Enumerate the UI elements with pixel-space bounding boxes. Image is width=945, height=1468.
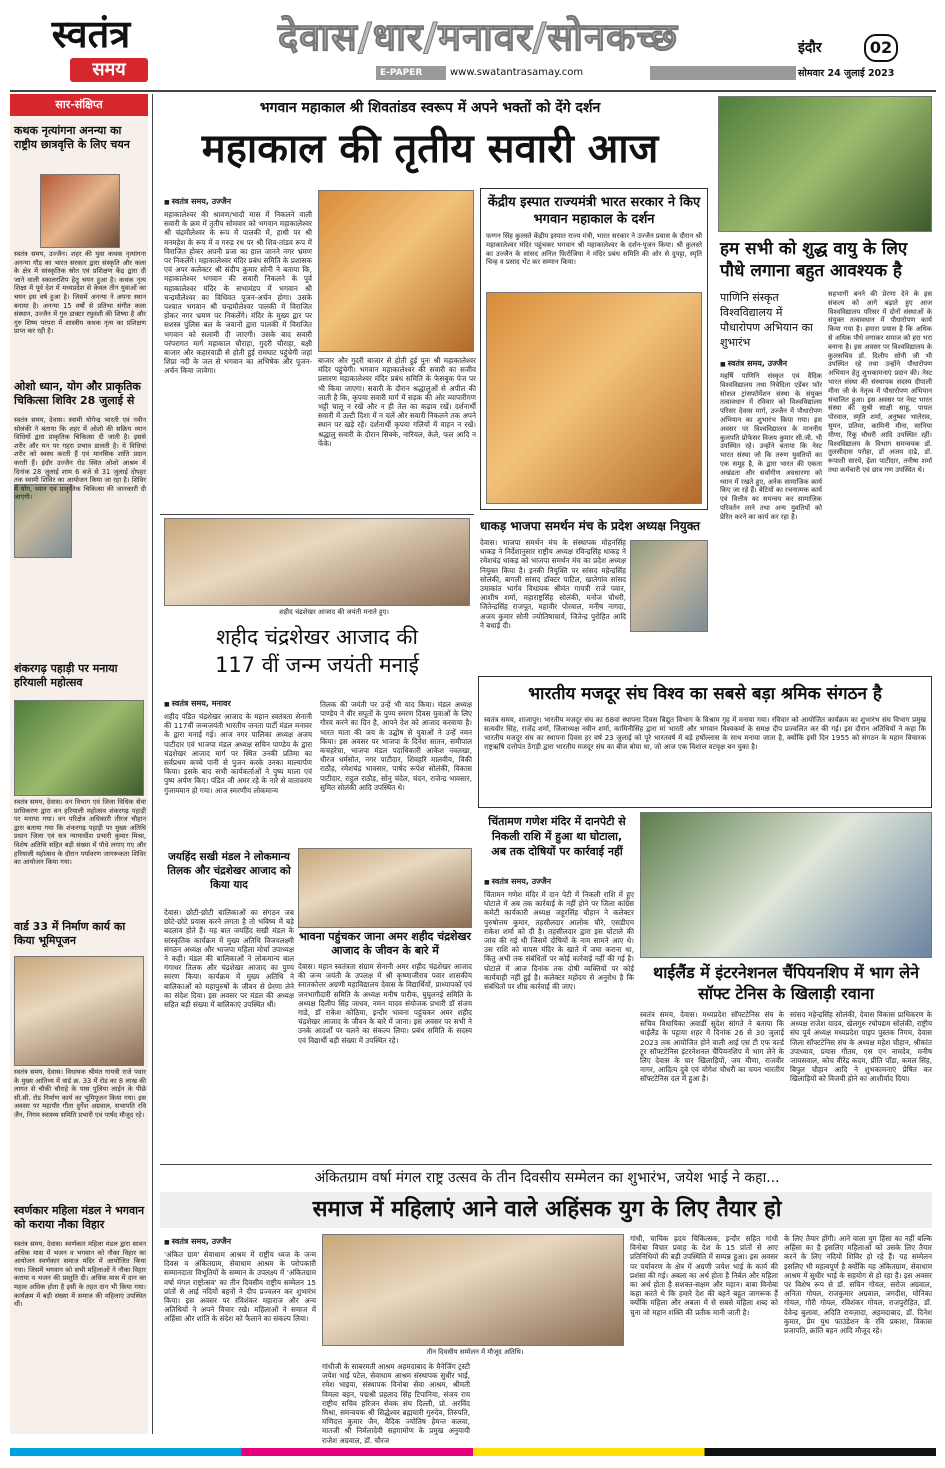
logo-top: स्वतंत्र bbox=[51, 11, 131, 56]
plant-headline: हम सभी को शुद्ध वायु के लिए पौधे लगाना बहुत आवश्यक है bbox=[720, 239, 908, 281]
mandal-headline: जयहिंद सखी मंडल ने लोकमान्य तिलक और चंद्रशेखर आजाद को किया याद bbox=[167, 851, 291, 891]
sidebar-story2-body: स्वतंत्र समय, देवास। स्वामी योगेन्द्र भारती एवं नवीन सोलंकी ने बताया कि शहर में ओशो की सक्रिय ध्यान विधियों द्वारा प्राकृतिक चिकित्सा दी जाती है। इससे शरीर और मन पर गहरा प्रभाव डालती है। ये विधियां शरीर को स्वस्थ करती हैं एवं मानसिक शांति प्रदान करती हैं। इंदौर उज्जैन रोड स्थित ओशो आश्रम में दिनांक 28 जुलाई शाम 6 बजे से 31 जुलाई दोपहर तक स्वामी शिविर का आयोजन किया जा रहा है। शिविर में योग, ध्यान एवं प्राकृतिक चिकित्सा की जानकारी दी जाएगी। bbox=[14, 416, 146, 502]
bms-headline: भारतीय मजदूर संघ विश्व का सबसे बड़ा श्रमिक संगठन है bbox=[528, 684, 882, 704]
chitaman-byline: ■ स्वतंत्र समय, उज्जैन bbox=[484, 876, 630, 887]
sidebar-story5-title: स्वर्णकार महिला मंडल ने भगवान को कराया नौका विहार bbox=[14, 1204, 145, 1231]
dhakad-headline: धाकड़ भाजपा समर्थन मंच के प्रदेश अध्यक्ष नियुक्त bbox=[480, 519, 700, 533]
bottom-photo-caption: तीन दिवसीय सम्मेलन में मौजूद अतिथि। bbox=[426, 1348, 524, 1356]
sidebar-story1-body: स्वतंत्र समय, उज्जैन। शहर की युवा कथक नृत्यांगना अनन्या गौड़ का भारत सरकार द्वारा संस्कृति और कला के क्षेत्र में सांस्कृतिक स्रोत एवं प्रशिक्षण केंद्र द्वारा दी जाने वाली स्कालरशिप हेतु चयन हुआ है। कथक नृत्य शिक्षा में पूर्व देश में मध्यप्रदेश से केवल तीन युवाओं का चयन इस वर्ष हुआ है। जिसमें अनन्या ने अपना स्थान बनाया है। अनन्या 15 वर्षों से प्रतिभा संगीत कला संस्थान, उज्जैन में गुरु डाक्टर रघुवंशी की शिष्या है और गुरु शिष्य परंपरा में शास्त्रीय कथक नृत्य का प्रशिक्षण प्राप्त कर रही है। bbox=[14, 250, 146, 336]
azad-photo-caption: शहीद चंद्रशेखर आजाद की जयंती मनाते हुए। bbox=[279, 608, 389, 616]
bhavna-photo bbox=[298, 848, 472, 928]
sidebar-story4-body: स्वतंत्र समय, देवास। विधायक श्रीमंत गायत्री राजे पवार के मुख्य आतिथ्य में वार्ड क्र. 33 में रोड का 8 लाख की लागत से चौकी चौराहे के पास पुलिया लाईन के पीछे सी.सी. रोड निर्माण कार्य का भूमिपूजन किया गया। इस अवसर पर महापौर गीता दुर्गेश अग्रवाल, सभापति रवि जैन, निगम स्वास्थ्य समिति प्रभारी एवं पार्षद मौजूद रहे। bbox=[14, 1068, 146, 1119]
azad-byline: ■ स्वतंत्र समय, मनावर bbox=[164, 698, 314, 709]
sidebar-story5-body: स्वतंत्र समय, देवास। स्वर्णकार महिला मंडल द्वारा सावन अधिक मास में भजन व भगवान को नौका विहार का आयोजन स्वर्णकार समाज मंदिर में आयोजित किया गया। जिसमें भगवान को सभी महिलाओं ने नौका विहार कराया व भजन की प्रस्तुति दी। अधिक मास में दान का महत्व अधिक होता है इसी के तहत दान भी किया गया। कार्यक्रम में बड़ी संख्या में समाज की महिलाएं उपस्थित थीं। bbox=[14, 1240, 146, 1309]
bottom-col4: के लिए तैयार होंगी। आने वाला युग हिंसा का नहीं बल्कि अहिंसा का है इसलिए महिलाओं को उसके लिए तैयार करने के लिए नदियों शिविर हो रहे हैं। यह सम्मेलन इसलिए भी महत्वपूर्ण है क्योंकि यह अंकितग्राम, सेवाधाम आश्रम में सुधीर भाई के सहयोग से हो रहा है। इस अवसर पर विशेष रूप से डॉ. सचिन गोयल, सरोज अग्रवाल, अनिता गोयल, राजकुमार अग्रवाल, जगदीश, मोनिका गोयल, गौरी गोयल, रविशंकर गोयल, राजपुरोहित, डॉ. देवेन्द्र बुलावा, अदिति रायज़ादा, अहमदाबाद, डॉ. दिनेश कुमार, प्रेम युथ फाउंडेशन के रवि प्रकाश, विकास प्रजापति, क्रांति बहन आदि मौजूद रहे। bbox=[784, 1234, 932, 1336]
dhakad-body: देवास। भाजपा समर्थन मंच के संस्थापक मोहनसिंह धाकड़ ने निर्देशानुसार राष्ट्रीय अध्यक्ष रविन्द्रसिंह धाकड़ ने रमेशचंद्र धाकड़ को भाजपा समर्थन मंच का प्रदेश अध्यक्ष नियुक्त किया है। इनकी नियुक्ति पर सांसद महेन्द्रसिंह सोलंकी, बागली सांसद डॉक्टर पाटिल, खातेगांव सांसद उमाकांत भार्गव विधायक श्रीमंत गायत्री राजे पवार, आशीष शर्मा, महाराष्ट्रसिंह सोलंकी, मनोज चौधरी, जितेन्द्रसिंह राजपूत, महावीर पोरवाल, मनीष नागदा, अजय कुमार सोनी ज्योतिषाचार्य, जितेन्द्र पुरोहित आदि ने बधाई दी। bbox=[480, 538, 626, 630]
plant-subhead: पाणिनि संस्कृत विश्वविद्यालय में पौधारोपण अभियान का शुभारंभ bbox=[720, 291, 813, 349]
sidebar-story1-photo bbox=[40, 174, 120, 248]
bhavna-body: देवास। महान स्वतंत्रता संग्राम सेनानी अमर शहीद चंद्रशेखर आजाद की जन्म जयंती के उपलक्ष में श्री कृष्णाजीराव पवार शासकीय स्नातकोत्तर अग्रणी महाविद्यालय देवास के विद्यार्थियों, प्राध्यापकों एवं जनभागीदारी समिति के अध्यक्ष मनीष पारीक, घुघुलनई समिति के अध्यक्ष दिलीप सिंह जाधव, नमन यादव संयोजक प्रभारी डॉ संजय गाडे, डॉ राकेश कोठिया, इन्दौर भावना पहुंचकर अमर शहीद चंद्रशेखर आजाद के जीवन के बारे में जाना। इस अवसर पर सभी ने उनके आदर्शों पर चलने का संकल्प लिया। प्रबंध समिति के सदस्य एवं विद्यार्थी बड़ी संख्या में उपस्थित रहे। bbox=[298, 962, 472, 1045]
azad-headline2: 117 वीं जन्म जयंती मनाई bbox=[215, 653, 419, 677]
masthead-rule bbox=[10, 90, 936, 92]
lead-kicker: भगवान महाकाल श्री शिवतांडव स्वरूप में अपने भक्तों को देंगे दर्शन bbox=[259, 100, 601, 116]
sidebar-story2-title: ओशो ध्यान, योग और प्राकृतिक चिकित्सा शिविर 28 जुलाई से bbox=[14, 380, 141, 407]
azad-body1: शहीद पंडित चंद्रशेखर आजाद के महान स्वतंत्रता सेनानी की 117वीं जन्मजयंती भारतीय जनता पार्टी मंडल मनावर के द्वारा मनाई गई। आज नगर पालिका अध्यक्ष अजय पाटीदार एवं भाजपा मंडल अध्यक्ष सचिन पाण्डेय के द्वारा चंद्रशेखर आजाद मार्ग पर स्थित उनकी प्रतिमा का सर्वप्रथम कच्चे पानी से पुजन करके उनका माल्यार्पण किया। इसके बाद सभी कार्यकर्ताओं ने पुष्प माला एवं पुष्प अर्पण किए। पंडित जी अमर रहे के नारे से वातावरण गुंजायमान हो गया। आज स्मरणीय लोकमान्य bbox=[164, 712, 312, 795]
plant-byline: ■ स्वतंत्र समय, उज्जैन bbox=[720, 358, 820, 369]
edition-title: देवास/धार/मनावर/सोनकच्छ bbox=[278, 15, 678, 59]
footer-color-bar bbox=[10, 1448, 936, 1456]
bottom-col1: 'अंकित ग्राम' सेवाधाम आश्रम में राष्ट्रीय ध्वज के जन्म दिवस व अंकितग्राम, सेवाधाम आश्रम के परोपकारी सम्मानदाता विभूतियों के सम्मान के उपलक्ष्य में 'अंकितग्राम वर्षा मंगल राष्ट्रोत्सव' का तीन दिवसीय राष्ट्रीय सम्मेलन 15 प्रांतों से आई नदियों बहनों ने दीप प्रज्वलन कर शुभारंभ किया। इस अवसर पर रविशंकर महाराज और अन्य अतिथियों ने अपने विचार रखे। महिलाओं ने समाज में अहिंसा और शांति के संदेश को फैलाने का संकल्प लिया। bbox=[164, 1250, 316, 1324]
plant-body1: महर्षि पाणिनि संस्कृत एवं वैदिक विश्वविद्यालय तथा निवेदिता एडेंबर फॉर सोशल ट्रांसफॉर्मेशन संस्था के संयुक्त तत्वावधान में रविवार को विश्वविद्यालय परिसर देवास मार्ग, उज्जैन में पौधारोपण अभियान का शुभारंभ किया गया। इस अवसर पर विश्वविद्यालय के माननीय कुलपति प्रोफेसर विजय कुमार सी.जी. भी उपस्थित रहे। उन्होंने बताया कि नेस्ट भारत संस्था जो कि तरुण युवतियों का एक समूह है, के द्वारा भारत की एकता अखंडता और सर्वांगीण अवधारणा को ध्यान में रखते हुए, अनेक सामाजिक कार्य किए जा रहे हैं। बेटियों का रचनात्मक कार्य एवं वित्तीय का समन्वय कर सामाजिक परिवर्तन लाने तथा अन्य युवतियों को प्रेरित करने का कार्य कर रहा है। bbox=[720, 372, 822, 521]
sidebar-story3-title: शंकरगढ़ पहाड़ी पर मनाया हरियाली महोत्सव bbox=[14, 662, 118, 689]
sidebar-story3-photo bbox=[14, 700, 144, 796]
azad-top-rule bbox=[160, 514, 474, 515]
bottom-top-rule bbox=[160, 1164, 932, 1165]
date-label: सोमवार 24 जुलाई 2023 bbox=[798, 68, 895, 79]
plant-body2: सहभागी बनने की प्रेरणा देने के इस संकल्प को आगे बढ़ाते हुए आज विश्वविद्यालय परिसर में दोनों संस्थाओं के संयुक्त तत्वावधान में पौधारोपण कार्य किया गया है। हमारा प्रयास है कि अधिक से अधिक पौधे लगाकर समाज को हरा भरा बनाना है। इस अवसर पर विश्वविद्यालय के कुलसचिव डॉ. दिलीप सोनी जी भी उपस्थित रहे तथा उन्होंने पौधारोपण अभियान हेतु शुभकामनाएं प्रदान की। नेस्ट भारत संस्था की संस्थापक सदस्य दीपाली मीना जी के नेतृत्व में पौधारोपण अभियान संचालित हुआ। इस अवसर पर नेस्ट भारत संस्था की सुश्री साक्षी साहू, पायल पोरवाल, स्मृति शर्मा, अनुष्का भालेराव, सुमन, प्रतिमा, कामिनी मीना, सानिया मीणा, रिंकू चौधरी आदि उपस्थित रहीं। विश्वविद्यालय के विभाग समन्वयक डॉ. तुलसीदास परोहा, डॉ अजय दाढे, डॉ. रूपाली सारये, ईशा पाटीदार, तनीषा शर्मा तथा कर्मचारी एवं छात्र गण उपस्थित थे। bbox=[828, 290, 932, 474]
bottom-photo bbox=[322, 1234, 624, 1346]
bms-body: स्वतंत्र समय, शाजापुर। भारतीय मजदूर संघ का 68वां स्थापना दिवस बिद्युत विभाग के विश्राम गृह में मनाया गया। रविवार को आयोजित कार्यक्रम का शुभारंभ संघ विभाग प्रमुख सत्यवीर सिंह, राजेंद्र शर्मा, जिलाध्यक्ष नवीन शर्मा, कामिनीसिंह द्वारा मां भारती और भगवान विश्वकर्मा के समक्ष दीप प्रज्वलित कर की गई। इस दौरान अतिथियों ने कहा कि भारतीय मजदूर संघ का स्थापना दिवस हर वर्ष 23 जुलाई को पूरे भारतवर्ष में बड़े हर्षोल्लास के साथ मनाया जाता है, क्योंकि इसी दिन 1955 को संगठन के महान विचारक राष्ट्रऋषि दत्तोपंत ठेंगड़ी द्वारा भारतीय मजदूर संघ का बीज बोया था, जो आज एक विशाल वटवृक्ष बन चुका है। bbox=[484, 716, 926, 751]
bottom-headline: समाज में महिलाएं आने वाले अहिंसक युग के लिए तैयार हो bbox=[312, 1197, 782, 1222]
lead-byline: ■ स्वतंत्र समय, उज्जैन bbox=[164, 196, 314, 207]
website-link[interactable]: www.swatantrasamay.com bbox=[446, 66, 650, 80]
sidebar bbox=[10, 94, 148, 1434]
sidebar-story3-body: स्वतंत्र समय, देवास। वन विभाग एवं जिला विधिक सेवा प्राधिकरण द्वारा वन हरियाली महोत्सव शंकरगढ़ पहाड़ी पर मनाया गया। वन परिक्षेत्र अधिकारी तीरज चौहान द्वारा बताया गया कि शंकरगढ़ पहाड़ी पर मुख्य अतिथि प्रधान जिला एवं सत्र न्यायाधीश प्रभारी कुमार मिश्रा, विशेष अतिथि सहित बड़ी संख्या में पौधे लगाए गए और हरियाली महोत्सव के दौरान पर्यावरण जागरूकता शिविर का आयोजन किया गया। bbox=[14, 798, 146, 867]
lead-body2: बाजार और गुदरी बाजार से होती हुई पुनः श्री महाकालेश्वर मंदिर पहुंचेगी। भगवान महाकालेश्वर की सवारी का सजीव प्रसारण महाकालेश्वर मंदिर प्रबंध समिति के फेसबुक पेज पर भी किया जाएगा। सवारी के दौरान श्रद्धालुओं से अपील की जाती है कि, कृपया सवारी मार्ग में सड़क की ओर व्यापारीगण भट्टी चालू न रखें और न ही तेल का कढ़ाव रखें। दर्शनार्थी सवारी में उल्टी दिशा में न चलें और सवारी निकलने तक अपने स्थान पर खड़े रहें। दर्शनार्थी कृपया गलियों में वाहन न रखें। श्रद्धालु सवारी के दौरान सिक्के, नारियल, केले, फल आदि न फेंके। bbox=[318, 356, 476, 448]
page-number: 02 bbox=[864, 34, 898, 62]
bottom-kicker: अंकितग्राम वर्षा मंगल राष्ट्र उत्सव के तीन दिवसीय सम्मेलन का शुभारंभ, जयेश भाई ने कहा... bbox=[314, 1170, 780, 1186]
tennis-body2: सांसद महेन्द्रसिंह सोलंकी, देवास विकास प्राधिकरण के अध्यक्ष राजेश यादव, खेलगुरु रघोपद्यम सोलंकी, राष्ट्रीय संघ पूर्व अध्यक्ष मध्यप्रदेश पाइप पुस्तक निगम, देवास जिला सॉफ्टटेनिस संघ के अध्यक्ष महेश चौहान, श्रीकांत उपाध्याय, प्रयास गौतम, एस एन नामदेव, मनीष जायसवाल, कोच वीरेंद्र कदम, प्रीति पाँडा, कमल सिंह, बिपुल चौहान आदि ने शुभकामनाएं प्रेषित कर खिलाड़ियों को विजयी होने का आशीर्वाद दिया। bbox=[790, 1010, 932, 1084]
minister-body: फग्गन सिंह कुलस्ते केंद्रीय इस्पात राज्य मंत्री, भारत सरकार ने उज्जैन प्रवास के दौरान श्री महाकालेश्वर मंदिर पहुंचकर भगवान श्री महाकालेश्वर के दर्शन-पूजन किया। श्री कुलस्ते का उज्जैन के सांसद अनिल फिरोजिया ने मंदिर प्रबंध समिति की ओर से दुपट्टा, स्मृति चिन्ह व प्रसाद भेंट कर सम्मान किया। bbox=[486, 232, 702, 267]
bottom-col2: गांधीजी के साबरमती आश्रम अहमदाबाद के मैनेजिंग ट्रस्टी जयेश भाई पटेल, सेवाधाम आश्रम संस्थापक सुधीर भाई, रमेश भाइया, संस्थापक विनोबा सेवा आश्रम, श्रीमती विमला बहन, पद्मश्री प्रहलाद सिंह टिपानिया, संजय राय राष्ट्रीय सचिव हरिजन सेवक संघ दिल्ली, प्रो. अरविंद मिश्रा, समन्वयक श्री सिद्धेश्वर ब्रह्मचारी गुरुदेव, तिरुपति, मणिदत्त कुमार जैन, वैदिक ज्योतिष हेमन्त कलवा, मातजी श्री निर्मलादेवी सहगामोण के प्रमुख अनुयायी राजेश अग्रवाल, डॉ. चौरज bbox=[322, 1362, 470, 1445]
logo bbox=[28, 11, 154, 84]
azad-photo bbox=[164, 518, 470, 606]
sidebar-story4-photo bbox=[14, 956, 144, 1066]
tennis-headline: थाईलैंड में इंटरनेशनल चैंपियनशिप में भाग लेने सॉफ्ट टेनिस के खिलाड़ी रवाना bbox=[653, 963, 919, 1003]
tennis-body1: स्वतंत्र समय, देवास। मध्यप्रदेश सॉफ्टटेनिस संघ के सचिव विधायिका अवार्डी सुदेश सांगते ने बताया कि थाईलैंड के पट्टाया शहर में दिनांक 26 से 30 जुलाई 2023 तक आयोजित होने वाली आई एस टी एफ वर्ल्ड टूर सॉफ्टटेनिस इंटरनेशनल चैंपियनशिप में भाग लेने के लिए देवास के चार खिलाड़ियों, जय मीणा, राजवीर नागर, आदित्य दुबे एवं योगेश चौधरी का चयन भारतीय सॉफ्टटेनिस दल में हुआ है। bbox=[640, 1010, 784, 1084]
city-label: इंदौर bbox=[798, 40, 822, 56]
minister-headline: केंद्रीय इस्पात राज्यमंत्री भारत सरकार ने किए भगवान महाकाल के दर्शन bbox=[487, 195, 701, 227]
bottom-col3: गांधी, चाचिक ह्रदय चिकित्सक, इन्दौर सहित गांधी विनोबा विचार प्रवाह के देश के 15 प्रांतों से आए प्रतिनिधियों की बड़ी उपस्थिति में सम्पन्न हुआ। इस अवसर पर पर्यावरण के क्षेत्र में अग्रणी जयेश भाई के कार्य की प्रशंसा की गई। अबला का अर्थ होता है निर्बल और महिला का अर्थ होता है सशक्त-सक्षम और महान। बाबा विनोबा कहा करते थे कि हमारे देश की बहनें बहुत जागरूक हैं क्योंकि महिला और अबला में से सबसे महिला शब्द को चुना जो महान शक्ति की प्रतीक मानी जाती है। bbox=[630, 1234, 778, 1317]
dhakad-portrait bbox=[630, 540, 708, 632]
azad-body2: तिलक की जयंती पर उन्हें भी याद किया। मंडल अध्यक्ष पाण्डेय ने वीर सपूतों के पुण्य स्मरण दिवस युवाओं के लिए गौरव करने का दिन है, आपने देश को आजाद करवाया है। भारत माता की जय के उद्घोष से युवाओं ने उन्हें नमन किया। इस अवसर पर भाजपा के दिनेश सातन, समीपाल कचहरेचा, भाजपा मंडल पदाधिकारी आकेश नवलखा, धीरज धर्मसोत, नगर पाटीदार, शिवहरि मालवीय, विकी राठौड़, रमेशचंद्र भावसार, पार्षद रूपेश सोलंकी, विकास पाटीदार, राहुल राठौड़, सोनु चंदेल, चंदन, राजेन्द्र भावसार, सुमित सोलंकी आदि उपस्थित थे। bbox=[320, 700, 472, 792]
sidebar-story4-title: वार्ड 33 में निर्माण कार्य का किया भूमिपूजन bbox=[14, 920, 126, 947]
sidebar-header: सार-संक्षिप्त bbox=[10, 94, 148, 116]
azad-headline1: शहीद चंद्रशेखर आजाद की bbox=[216, 625, 418, 649]
masthead bbox=[0, 0, 945, 92]
sidebar-story1-title: कथक नृत्यांगना अनन्या का राष्ट्रीय छात्रवृत्ति के लिए चयन bbox=[14, 124, 130, 151]
bhavna-headline: भावना पहुंचकर जाना अमर शहीद चंद्रशेखर आजाद के जीवन के बारे में bbox=[298, 930, 472, 957]
minister-photo bbox=[486, 292, 702, 504]
chitaman-body: चिंतामन गणेश मंदिर में दान पेटी में निकली राशि में हुए घोटाले में अब तक कार्रवाई के नहीं होने पर जिला कांग्रेस कमेटी कार्यकारी अध्यक्ष जहूरसिंह चौहान ने कलेक्टर पुरुषोत्तम कुमार, तहसीलदार आलोक चौरे, एसडीएम राकेश शर्मा को दी है। तहसीलदार द्वारा इस घोटाले की जांच की गई थी जिसमें दोषियों के नाम सामने आए थे। उस राशि को वापस मंदिर के खाते में जमा कराना था, किंतु अभी तक संबंधितों पर कोई कार्रवाई नहीं की गई है। घोटाले में आज दिनांक तक दोषी व्यक्तियों पर कोई कार्यवाही नहीं हुई है। कलेक्टर महोदय से अनुरोध है कि संबंधितों पर शीघ्र कार्रवाई की जाए। bbox=[484, 890, 634, 992]
lead-body1: महाकालेश्वर की श्रावण/भादौ मास में निकलने वाली सवारी के क्रम में तृतीय सोमवार को भगवान महाकालेश्वर श्री चंद्रमौलेश्वर के रूप में पालकी में, हाथी पर श्री मनमहेश के रूप में व गरुड़ रथ पर श्री शिव-तांडव रूप में विराजित होकर अपनी प्रजा का हाल जानने नगर भ्रमण पर निकलेंगे। महाकालेश्वर मंदिर प्रबंध समिति के प्रशासक एवं अपर कलेक्टर श्री संदीप कुमार सोनी ने बताया कि, महाकालेश्वर भगवान की सवारी निकलने के पूर्व महाकालेश्वर मंदिर के सभामंडप में भगवान श्री चन्द्रमौलेश्वर का विधिवत पूजन-अर्चन होगा। उसके पश्चात भगवान श्री चन्द्रमौलेश्वर पालकी में विराजित होकर नगर भ्रमण पर निकलेंगे। मंदिर के मुख्य द्वार पर सशस्त्र पुलिस बल के जवानों द्वारा पालकी में विराजित भगवान को सलामी दी जाएगी। उसके बाद सवारी परंपरागत मार्ग महाकाल चौराहा, गुदरी चौराहा, बक्षी बाजार और कहारवाडी से होती हुई रामघाट पहुंचेगी जहां शिप्रा नदी के जल से भगवान का अभिषेक और पूजन-अर्चन किया जावेगा। bbox=[164, 210, 312, 376]
tennis-photo bbox=[640, 812, 932, 958]
plant-photo bbox=[718, 96, 932, 232]
bottom-col2b bbox=[476, 1362, 624, 1432]
logo-bottom: समय bbox=[70, 58, 148, 82]
sidebar-story2-body-cont bbox=[76, 484, 146, 558]
chitaman-headline: चिंतामण गणेश मंदिर में दानपेटी से निकली राशि में हुआ था घोटाला, अब तक दोषियों पर कार्रवाई नहीं bbox=[488, 815, 626, 858]
sidebar-divider bbox=[152, 94, 153, 1434]
lead-deity-photo bbox=[318, 190, 474, 352]
lead-headline: महाकाल की तृतीय सवारी आज bbox=[201, 126, 659, 172]
epaper-label: E-PAPER bbox=[380, 68, 423, 78]
mandal-body: देवास। छोटी-छोटी बालिकाओं का संगठन जब छोटे-छोटे प्रयास करने लगता है तो भविष्य में बड़े बदलाव होते हैं। यह बात जयहिंद सखी मंडल के सांस्कृतिक कार्यक्रम में मुख्य अतिथि विजयलक्ष्मी संगठन अध्यक्ष और भाजपा महिला मोर्चा उपाध्यक्ष ने कही। मंडल की बालिकाओं ने लोकमान्य बाल गंगाधर तिलक और चंद्रशेखर आजाद का पुण्य स्मरण किया। कार्यक्रम में मुख्य अतिथि ने बालिकाओं को महापुरुषों के जीवन से प्रेरणा लेने का संदेश दिया। इस अवसर पर मंडल की अध्यक्ष सहित बड़ी संख्या में बालिकाएं उपस्थित थीं। bbox=[164, 908, 294, 1010]
bottom-byline: ■ स्वतंत्र समय, उज्जैन bbox=[164, 1236, 314, 1247]
